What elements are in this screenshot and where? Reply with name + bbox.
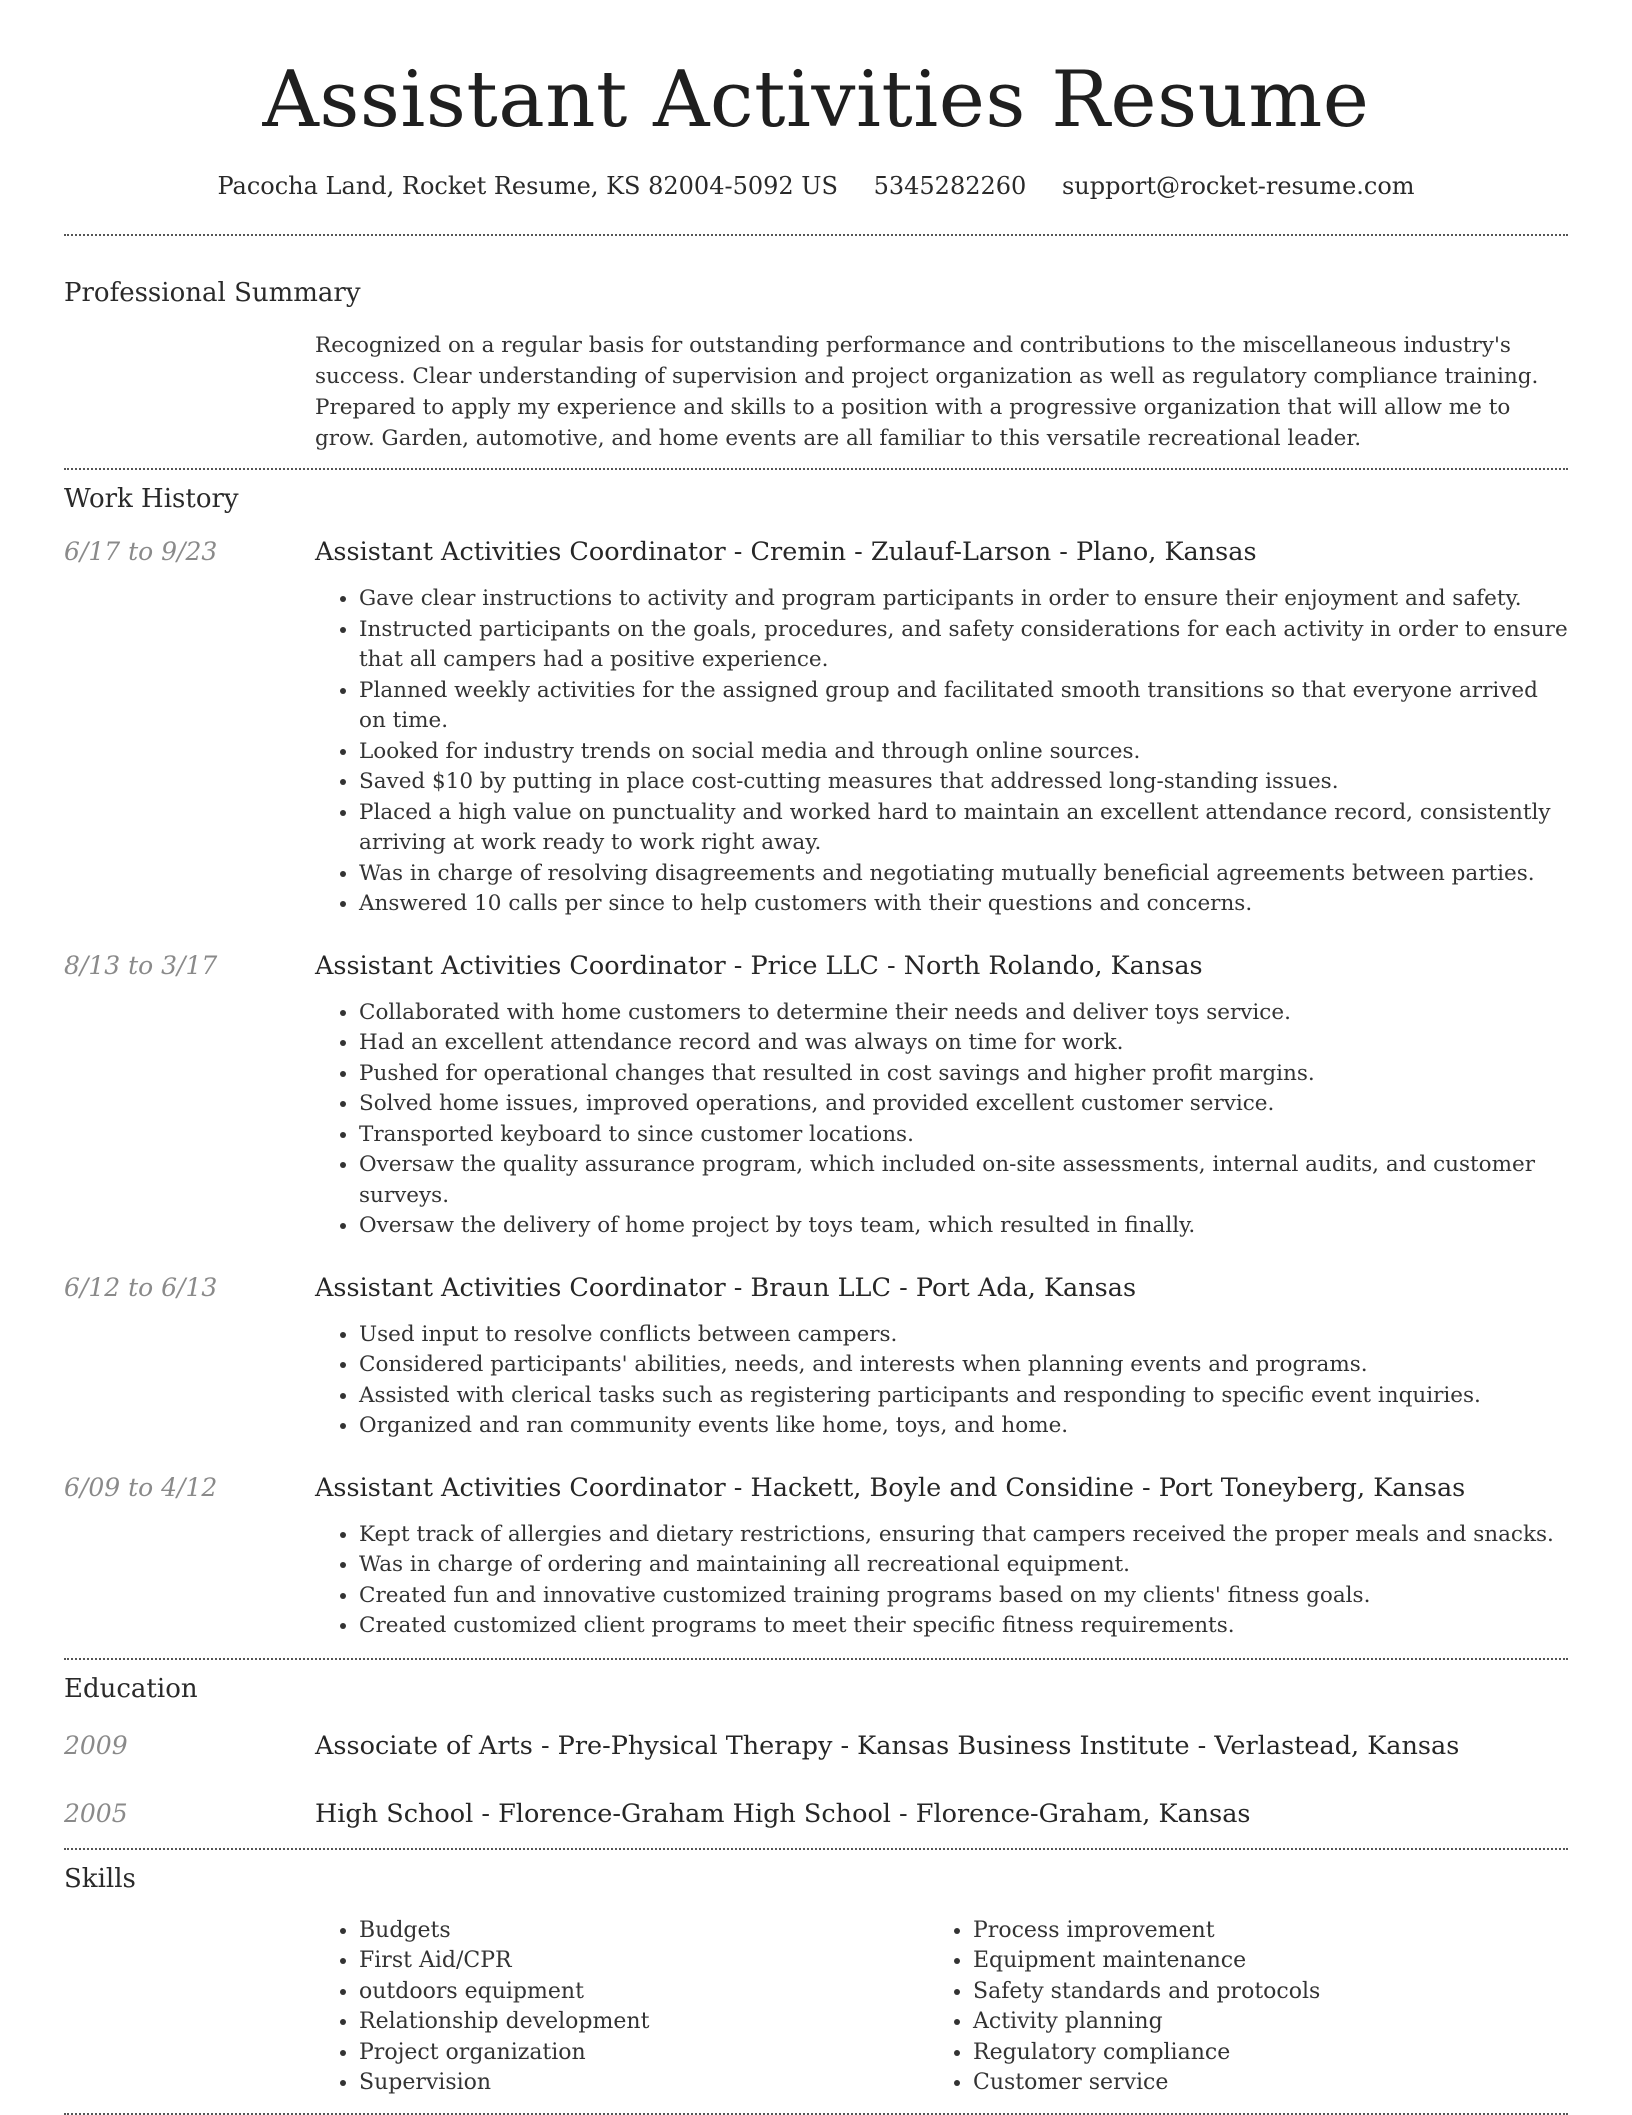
list-item: • Oversaw the delivery of home project by toys team, which resulted in finally.: [359, 1211, 1568, 1242]
work-history-heading: Work History: [64, 484, 239, 514]
contact-address: Pacocha Land, Rocket Resume, KS 82004-5092 US: [217, 172, 838, 200]
divider: [64, 234, 1568, 236]
list-item: • Created customized client programs to meet their specific fitness requirements.: [359, 1611, 1554, 1642]
education-heading: Education: [64, 1673, 198, 1704]
divider: [64, 2113, 1568, 2115]
skill-item: • Activity planning: [973, 2007, 1543, 2038]
job-dates: 6/09 to 4/12: [64, 1472, 218, 1502]
job-entry: [64, 950, 1568, 1242]
skill-item: • First Aid/CPR: [359, 1946, 929, 1977]
resume-page: [64, 0, 1568, 2115]
skill-item: • Supervision: [359, 2068, 929, 2099]
contact-line: [64, 170, 1568, 202]
list-item: • Pushed for operational changes that resulted in cost savings and higher profit margins.: [359, 1059, 1568, 1090]
list-item: • Organized and ran community events like home, toys, and home.: [359, 1411, 1481, 1442]
job-title: Assistant Activities Coordinator - Hackett, Boyle and Considine - Port Toneyberg, Kansas: [315, 1472, 1466, 1503]
education-detail: High School - Florence-Graham High School - Florence-Graham, Kansas: [315, 1798, 1251, 1829]
skill-item: • Equipment maintenance: [973, 1946, 1543, 1977]
summary-text: Recognized on a regular basis for outstanding performance and contributions to the miscellaneous industry's success. Clear understanding of supervision and project organization as well as regulatory compliance training. Prepared to apply my experience and skills to a position with a progressive organization that will allow me to grow. Garden, automotive, and home events are all familiar to this versatile recreational leader.: [315, 333, 1539, 451]
divider: [64, 468, 1568, 470]
list-item: • Oversaw the quality assurance program, which included on-site assessments, internal audits, and customer surveys.: [359, 1150, 1568, 1211]
job-body: [315, 1272, 1481, 1442]
list-item: • Saved $10 by putting in place cost-cutting measures that addressed long-standing issues.: [359, 767, 1568, 798]
divider: [64, 1658, 1568, 1660]
list-item: • Looked for industry trends on social media and through online sources.: [359, 737, 1568, 768]
job-body: [315, 1472, 1554, 1642]
job-title: Assistant Activities Coordinator - Cremin - Zulauf-Larson - Plano, Kansas: [315, 537, 1257, 567]
job-body: [315, 950, 1568, 1242]
job-dates: 8/13 to 3/17: [64, 950, 218, 980]
list-item: • Kept track of allergies and dietary restrictions, ensuring that campers received the proper meals and snacks.: [359, 1520, 1554, 1551]
contact-phone: 5345282260: [873, 172, 1027, 200]
skill-item: • outdoors equipment: [359, 1977, 929, 2008]
skills-list: [315, 1916, 1568, 2099]
list-item: • Collaborated with home customers to determine their needs and deliver toys service.: [359, 998, 1568, 1029]
education-year: 2005: [64, 1798, 128, 1828]
job-bullets: [315, 998, 1568, 1242]
skill-item: • Budgets: [359, 1916, 929, 1947]
list-item: • Assisted with clerical tasks such as registering participants and responding to specific event inquiries.: [359, 1381, 1481, 1412]
resume-title: Assistant Activities Resume: [262, 55, 1370, 145]
skill-item: • Process improvement: [973, 1916, 1543, 1947]
list-item: • Was in charge of resolving disagreements and negotiating mutually beneficial agreements between parties.: [359, 859, 1568, 890]
skill-item: • Relationship development: [359, 2007, 929, 2038]
job-dates: 6/17 to 9/23: [64, 537, 218, 566]
list-item: • Created fun and innovative customized training programs based on my clients' fitness goals.: [359, 1581, 1554, 1612]
skills-column-left: [315, 1916, 929, 2099]
job-dates: 6/12 to 6/13: [64, 1272, 218, 1302]
job-bullets: [315, 584, 1568, 920]
skills-column-right: [929, 1916, 1543, 2099]
summary-heading: Professional Summary: [64, 278, 361, 308]
education-entry: [64, 1798, 1568, 1830]
job-entry: [64, 1472, 1568, 1642]
skill-item: • Safety standards and protocols: [973, 1977, 1543, 2008]
list-item: • Gave clear instructions to activity and program participants in order to ensure their enjoyment and safety.: [359, 584, 1568, 615]
list-item: • Answered 10 calls per since to help customers with their questions and concerns.: [359, 889, 1568, 920]
list-item: • Was in charge of ordering and maintaining all recreational equipment.: [359, 1550, 1554, 1581]
job-bullets: [315, 1520, 1554, 1642]
education-detail: Associate of Arts - Pre-Physical Therapy - Kansas Business Institute - Verlastead, Kansas: [315, 1730, 1460, 1761]
list-item: • Transported keyboard to since customer locations.: [359, 1120, 1568, 1151]
divider: [64, 1848, 1568, 1850]
job-bullets: [315, 1320, 1481, 1442]
skills-heading: Skills: [64, 1863, 136, 1894]
education-year: 2009: [64, 1730, 128, 1760]
job-title: Assistant Activities Coordinator - Braun LLC - Port Ada, Kansas: [315, 1272, 1137, 1303]
list-item: • Placed a high value on punctuality and worked hard to maintain an excellent attendance record, consistently arriving at work ready to work right away.: [359, 798, 1568, 859]
list-item: • Used input to resolve conflicts between campers.: [359, 1320, 1481, 1351]
list-item: • Had an excellent attendance record and was always on time for work.: [359, 1028, 1568, 1059]
list-item: • Considered participants' abilities, needs, and interests when planning events and programs.: [359, 1350, 1481, 1381]
job-entry: [64, 536, 1568, 920]
job-title: Assistant Activities Coordinator - Price LLC - North Rolando, Kansas: [315, 950, 1203, 981]
job-entry: [64, 1272, 1568, 1442]
list-item: • Solved home issues, improved operations, and provided excellent customer service.: [359, 1089, 1568, 1120]
skill-item: • Customer service: [973, 2068, 1543, 2099]
skill-item: • Project organization: [359, 2038, 929, 2069]
list-item: • Instructed participants on the goals, procedures, and safety considerations for each activity in order to ensure that all campers had a positive experience.: [359, 615, 1568, 676]
list-item: • Planned weekly activities for the assigned group and facilitated smooth transitions so that everyone arrived on time.: [359, 676, 1568, 737]
skill-item: • Regulatory compliance: [973, 2038, 1543, 2069]
education-entry: [64, 1730, 1568, 1762]
job-body: [315, 536, 1568, 920]
contact-email: support@rocket-resume.com: [1061, 172, 1415, 200]
